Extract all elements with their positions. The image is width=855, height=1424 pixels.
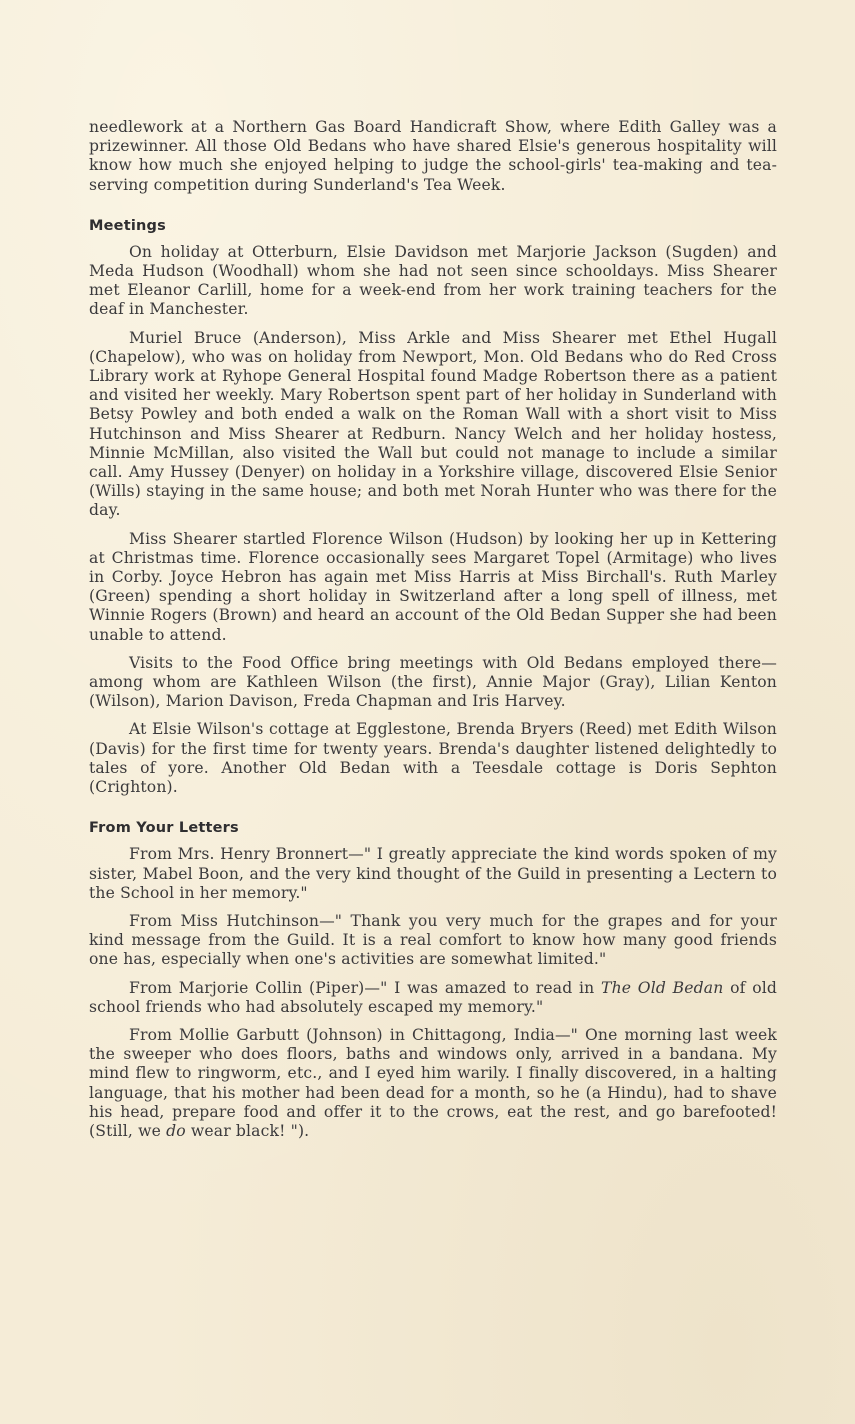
emphasis-word: do — [166, 1121, 186, 1140]
section-heading-letters: From Your Letters — [89, 820, 239, 837]
letter-4-text-start: From Mollie Garbutt (Johnson) in Chittagong, India—" One morning last week the sweeper who does floors, baths and windows only, arrived in a bandana. My mind flew to ringworm, etc., and I eyed him warily. I finally discovered, in a halting language, that his mother had been dead for a month, so he (a Hindu), had to shave his head, prepare food and offer it to the crows, eat the rest, and go barefooted! (Still, we — [89, 1025, 777, 1140]
intro-paragraph: needlework at a Northern Gas Board Handicraft Show, where Edith Galley was a prizewinner. All those Old Bedans who have shared Elsie's generous hospitality will know how much she enjoyed helping to judge the school-girls' tea-making and tea-serving competition during Sunderland's Tea Week. — [89, 118, 777, 194]
letter-paragraph-4 — [89, 1026, 777, 1141]
publication-title: The Old Bedan — [601, 978, 724, 997]
meetings-paragraph-4: Visits to the Food Office bring meetings with Old Bedans employed there—among whom are Kathleen Wilson (the first), Annie Major (Gray), Lilian Kenton (Wilson), Marion Davison, Freda Chapman and Iris Harvey. — [89, 653, 777, 711]
letter-paragraph-3 — [89, 979, 777, 1017]
meetings-paragraph-3: Miss Shearer startled Florence Wilson (Hudson) by looking her up in Kettering at Christmas time. Florence occasionally sees Margaret Topel (Armitage) who lives in Corby. Joyce Hebron has again met Miss Harris at Miss Birchall's. Ruth Marley (Green) spending a short holiday in Switzerland after a long spell of illness, met Winnie Rogers (Brown) and heard an account of the Old Bedan Supper she had been unable to attend. — [89, 529, 777, 644]
letter-3-text-end: of old school friends who had absolutely escaped my memory." — [89, 978, 777, 1016]
letter-paragraph-1: From Mrs. Henry Bronnert—" I greatly appreciate the kind words spoken of my sister, Mabel Boon, and the very kind thought of the Guild in presenting a Lectern to the School in her memory." — [89, 845, 777, 902]
meetings-paragraph-5: At Elsie Wilson's cottage at Egglestone, Brenda Bryers (Reed) met Edith Wilson (Davis) for the first time for twenty years. Brenda's daughter listened delightedly to tales of yore. Another Old Bedan with a Teesdale cottage is Doris Sephton (Crighton). — [89, 720, 777, 797]
meetings-paragraph-1: On holiday at Otterburn, Elsie Davidson met Marjorie Jackson (Sugden) and Meda Hudson (Woodhall) whom she had not seen since schooldays. Miss Shearer met Eleanor Carlill, home for a week-end from her work training teachers for the deaf in Manchester. — [89, 242, 777, 319]
letter-paragraph-2: From Miss Hutchinson—" Thank you very much for the grapes and for your kind message from the Guild. It is a real comfort to know how many good friends one has, especially when one's activities are somewhat limited." — [89, 911, 777, 969]
meetings-paragraph-2: Muriel Bruce (Anderson), Miss Arkle and Miss Shearer met Ethel Hugall (Chapelow), who was on holiday from Newport, Mon. Old Bedans who do Red Cross Library work at Ryhope General Hospital found Madge Robertson there as a patient and visited her weekly. Mary Robertson spent part of her holiday in Sunderland with Betsy Powley and both ended a walk on the Roman Wall with a short visit to Miss Hutchinson and Miss Shearer at Redburn. Nancy Welch and her holiday hostess, Minnie McMillan, also visited the Wall but could not manage to include a similar call. Amy Hussey (Denyer) on holiday in a Yorkshire village, discovered Elsie Senior (Wills) staying in the same house; and both met Norah Hunter who was there for the day. — [89, 328, 777, 520]
letter-3-text-start: From Marjorie Collin (Piper)—" I was amazed to read in — [129, 978, 602, 997]
letter-4-text-end: wear black! "). — [185, 1121, 310, 1140]
document-body — [89, 118, 777, 1150]
section-heading-meetings: Meetings — [89, 217, 166, 234]
